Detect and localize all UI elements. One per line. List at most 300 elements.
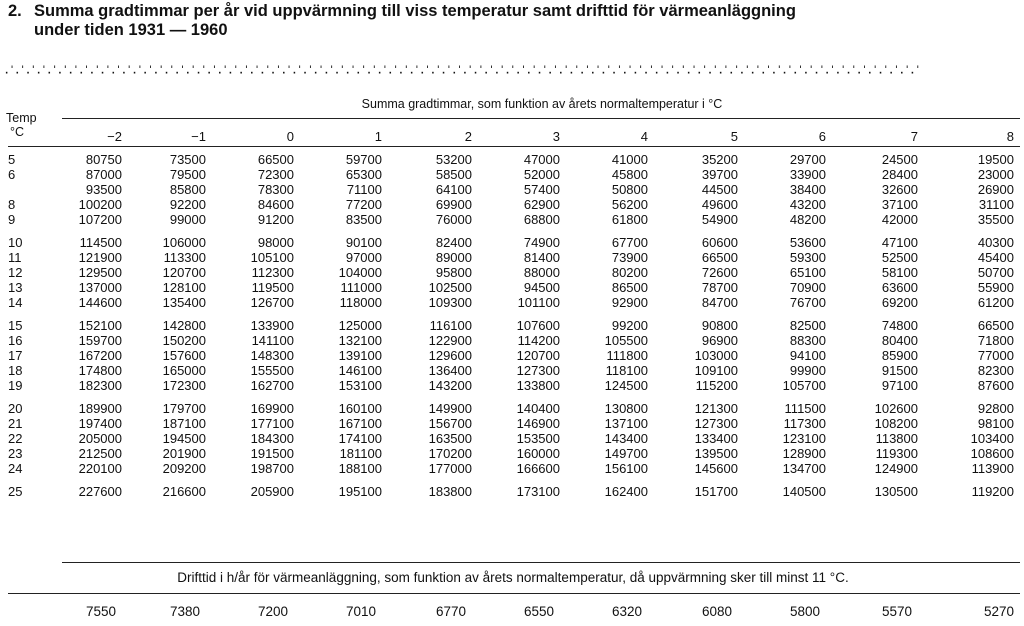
table-cell: 42000 (881, 212, 918, 227)
table-cell: 66500 (977, 318, 1014, 333)
row-temperature: 18 (8, 363, 23, 378)
table-cell: 32600 (881, 182, 918, 197)
table-cell: 115200 (695, 378, 738, 393)
table-row (8, 348, 1014, 363)
table-cell: 205900 (250, 484, 294, 499)
temp-header-label: Temp (6, 111, 37, 125)
table-cell: 107200 (78, 212, 122, 227)
table-cell: 59700 (345, 152, 382, 167)
table-cell: 160000 (516, 446, 560, 461)
table-cell: 89000 (435, 250, 472, 265)
table-cell: 116100 (429, 318, 472, 333)
table-cell: 139100 (338, 348, 382, 363)
table-cell: 128900 (782, 446, 826, 461)
table-cell: 99000 (169, 212, 206, 227)
table-cell: 107600 (516, 318, 560, 333)
table-row (8, 152, 1014, 167)
drifttid-cell: 6770 (435, 604, 466, 619)
table-cell: 195100 (338, 484, 382, 499)
table-cell: 126700 (250, 295, 294, 310)
table-row (8, 212, 1014, 227)
table-cell: 142800 (162, 318, 206, 333)
table-cell: 58500 (435, 167, 472, 182)
table-cell: 119300 (875, 446, 918, 461)
column-header: 0 (286, 128, 294, 144)
table-cell: 118000 (339, 295, 382, 310)
heading-line-1: Summa gradtimmar per år vid uppvärmning till viss temperatur samt drifttid för värmeanläggning (34, 2, 796, 20)
row-temperature: 5 (8, 152, 16, 167)
table-cell: 45400 (977, 250, 1014, 265)
drifttid-cell: 7380 (169, 604, 200, 619)
table-cell: 177000 (428, 461, 472, 476)
drifttid-title: Drifttid i h/år för värmeanläggning, som funktion av årets normaltemperatur, då uppvärmning sker till minst 11 °C. (177, 570, 849, 585)
table-cell: 137100 (604, 416, 648, 431)
table-cell: 123100 (782, 431, 826, 446)
column-header: 4 (640, 128, 648, 144)
table-cell: 133900 (250, 318, 294, 333)
table-cell: 78700 (701, 280, 738, 295)
table-cell: 181100 (339, 446, 382, 461)
table-cell: 135400 (162, 295, 206, 310)
table-cell: 127300 (516, 363, 560, 378)
drifttid-cell: 5570 (881, 604, 912, 619)
table-cell: 82500 (789, 318, 826, 333)
table-cell: 88300 (789, 333, 826, 348)
table-cell: 133800 (516, 378, 560, 393)
table-cell: 76700 (789, 295, 826, 310)
table-cell: 118100 (605, 363, 648, 378)
table-cell: 65300 (345, 167, 382, 182)
table-cell: 103400 (970, 431, 1014, 446)
table-cell: 153100 (338, 378, 382, 393)
table-cell: 165000 (162, 363, 206, 378)
table-cell: 169900 (250, 401, 294, 416)
table-cell: 197400 (78, 416, 122, 431)
table-cell: 26900 (977, 182, 1014, 197)
table-cell: 216600 (162, 484, 206, 499)
table-cell: 94100 (789, 348, 826, 363)
table-cell: 71800 (977, 333, 1014, 348)
row-temperature: 17 (8, 348, 23, 363)
table-row (8, 167, 1014, 182)
table-cell: 173100 (516, 484, 560, 499)
group-title: Summa gradtimmar, som funktion av årets normaltemperatur i °C (361, 97, 723, 111)
table-cell: 94500 (523, 280, 560, 295)
table-cell: 149700 (604, 446, 648, 461)
temp-header-unit: °C (10, 125, 25, 139)
table-cell: 98000 (257, 235, 294, 250)
table-cell: 170200 (428, 446, 472, 461)
table-cell: 53600 (789, 235, 826, 250)
table-row (8, 393, 1014, 416)
table-cell: 191500 (250, 446, 294, 461)
table-cell: 187100 (162, 416, 206, 431)
table-cell: 201900 (162, 446, 206, 461)
table-cell: 156100 (604, 461, 648, 476)
table-cell: 128100 (162, 280, 206, 295)
table-cell: 41000 (611, 152, 648, 167)
table-cell: 84700 (701, 295, 738, 310)
table-cell: 183800 (428, 484, 472, 499)
table-row (8, 310, 1014, 333)
drifttid-cell: 6550 (523, 604, 554, 619)
table-row (8, 182, 1014, 197)
table-cell: 90100 (345, 235, 382, 250)
table-cell: 139500 (694, 446, 738, 461)
column-header: 5 (730, 128, 738, 144)
table-cell: 70900 (789, 280, 826, 295)
table-cell: 29700 (789, 152, 826, 167)
table-cell: 45800 (611, 167, 648, 182)
table-cell: 91200 (257, 212, 294, 227)
table-cell: 130800 (604, 401, 648, 416)
table-cell: 80200 (611, 265, 648, 280)
table-cell: 140400 (516, 401, 560, 416)
table-cell: 68800 (523, 212, 560, 227)
drifttid-cell: 7550 (85, 604, 116, 619)
table-cell: 35200 (701, 152, 738, 167)
table-cell: 109100 (694, 363, 738, 378)
table-cell: 69900 (435, 197, 472, 212)
table-cell: 85800 (169, 182, 206, 197)
table-cell: 106000 (162, 235, 206, 250)
intro-note (4, 64, 1014, 82)
table-cell: 162700 (250, 378, 294, 393)
table-cell: 71100 (346, 182, 382, 197)
row-temperature: 23 (8, 446, 23, 461)
table-cell: 102600 (874, 401, 918, 416)
table-cell: 54900 (701, 212, 738, 227)
table-cell: 144600 (78, 295, 122, 310)
column-header: 6 (818, 128, 826, 144)
table-cell: 109300 (428, 295, 472, 310)
table-cell: 61200 (977, 295, 1014, 310)
table-cell: 83500 (345, 212, 382, 227)
table-cell: 85900 (881, 348, 918, 363)
table-cell: 44500 (701, 182, 738, 197)
table-cell: 65100 (789, 265, 826, 280)
table-cell: 220100 (78, 461, 122, 476)
table-cell: 152100 (78, 318, 122, 333)
section-heading (8, 2, 1008, 40)
row-temperature: 16 (8, 333, 23, 348)
table-cell: 117300 (783, 416, 826, 431)
table-cell: 121300 (694, 401, 738, 416)
table-cell: 52000 (523, 167, 560, 182)
table-cell: 143400 (604, 431, 648, 446)
table-cell: 163500 (428, 431, 472, 446)
table-cell: 113900 (971, 461, 1014, 476)
heading-line-2: under tiden 1931 — 1960 (34, 21, 228, 39)
table-cell: 80400 (881, 333, 918, 348)
drift-rule-top (62, 562, 1020, 563)
table-cell: 101100 (517, 295, 560, 310)
table-cell: 66500 (701, 250, 738, 265)
table-row (8, 431, 1014, 446)
table-cell: 23000 (977, 167, 1014, 182)
table-cell: 148300 (250, 348, 294, 363)
table-row (8, 446, 1014, 461)
table-cell: 79500 (169, 167, 206, 182)
row-temperature: 25 (8, 484, 23, 499)
table-cell: 82300 (977, 363, 1014, 378)
table-cell: 124900 (874, 461, 918, 476)
table-cell: 59300 (789, 250, 826, 265)
table-cell: 82400 (435, 235, 472, 250)
table-cell: 177100 (250, 416, 294, 431)
table-row (8, 265, 1014, 280)
table-cell: 122900 (428, 333, 472, 348)
column-header: −1 (191, 128, 206, 144)
table-cell: 104000 (338, 265, 382, 280)
table-cell: 72600 (701, 265, 738, 280)
table-row (8, 378, 1014, 393)
table-row (8, 476, 1014, 499)
table-cell: 166600 (516, 461, 560, 476)
table-cell: 167200 (78, 348, 122, 363)
row-temperature: 24 (8, 461, 23, 476)
table-cell: 81400 (523, 250, 560, 265)
table-cell: 62900 (523, 197, 560, 212)
table-cell: 167100 (338, 416, 382, 431)
table-cell: 188100 (338, 461, 382, 476)
table-cell: 67700 (611, 235, 648, 250)
table-cell: 114500 (79, 235, 122, 250)
table-cell: 102500 (428, 280, 472, 295)
table-cell: 112300 (251, 265, 294, 280)
table-cell: 212500 (78, 446, 122, 461)
table-cell: 28400 (881, 167, 918, 182)
table-cell: 129600 (428, 348, 472, 363)
table-cell: 119500 (251, 280, 294, 295)
table-cell: 60600 (701, 235, 738, 250)
table-cell: 96900 (701, 333, 738, 348)
table-cell: 156700 (428, 416, 472, 431)
table-cell: 95800 (435, 265, 472, 280)
table-cell: 132100 (338, 333, 382, 348)
table-cell: 33900 (789, 167, 826, 182)
table-cell: 97000 (345, 250, 382, 265)
table-row (8, 416, 1014, 431)
column-header: −2 (107, 128, 122, 144)
table-cell: 145600 (694, 461, 738, 476)
table-cell: 209200 (162, 461, 206, 476)
table-row (8, 280, 1014, 295)
table-cell: 48200 (789, 212, 826, 227)
table-cell: 124500 (604, 378, 648, 393)
table-cell: 47000 (523, 152, 560, 167)
table-row (8, 250, 1014, 265)
table-cell: 149900 (428, 401, 472, 416)
table-cell: 87000 (85, 167, 122, 182)
table-cell: 105700 (782, 378, 826, 393)
table-cell: 146100 (338, 363, 382, 378)
table-cell: 57400 (523, 182, 560, 197)
table-cell: 35500 (977, 212, 1014, 227)
table-cell: 162400 (604, 484, 648, 499)
table-cell: 120700 (516, 348, 560, 363)
row-temperature: 10 (8, 235, 23, 250)
table-cell: 140500 (782, 484, 826, 499)
row-temperature: 13 (8, 280, 23, 295)
drifttid-cell: 7010 (345, 604, 376, 619)
table-cell: 130500 (874, 484, 918, 499)
table-cell: 174100 (338, 431, 382, 446)
drifttid-cell: 6080 (701, 604, 732, 619)
table-cell: 80750 (85, 152, 122, 167)
row-temperature: 21 (8, 416, 23, 431)
table-cell: 108200 (874, 416, 918, 431)
table-cell: 39700 (701, 167, 738, 182)
table-cell: 111500 (784, 401, 826, 416)
table-cell: 58100 (881, 265, 918, 280)
table-cell: 73500 (169, 152, 206, 167)
table-cell: 155500 (250, 363, 294, 378)
drift-rule-bottom (8, 593, 1020, 594)
gradtimmar-table (8, 128, 1014, 499)
table-cell: 91500 (881, 363, 918, 378)
table-cell: 90800 (701, 318, 738, 333)
table-cell: 127300 (694, 416, 738, 431)
table-cell: 74800 (881, 318, 918, 333)
table-cell: 143200 (428, 378, 472, 393)
table-cell: 134700 (782, 461, 826, 476)
table-cell: 179700 (162, 401, 206, 416)
table-cell: 53200 (435, 152, 472, 167)
table-cell: 114200 (517, 333, 560, 348)
drifttid-cell: 7200 (257, 604, 288, 619)
table-cell: 69200 (881, 295, 918, 310)
row-temperature: 8 (8, 197, 16, 212)
table-cell: 113300 (163, 250, 206, 265)
table-cell: 86500 (611, 280, 648, 295)
table-cell: 19500 (977, 152, 1014, 167)
drifttid-table (8, 604, 1014, 620)
table-cell: 151700 (694, 484, 738, 499)
table-cell: 64100 (435, 182, 472, 197)
table-cell: 37100 (881, 197, 918, 212)
table-cell: 87600 (977, 378, 1014, 393)
table-row (8, 461, 1014, 476)
table-cell: 73900 (611, 250, 648, 265)
table-cell: 55900 (977, 280, 1014, 295)
section-number: 2. (8, 2, 22, 20)
table-cell: 157600 (162, 348, 206, 363)
row-temperature: 15 (8, 318, 23, 333)
table-cell: 146900 (516, 416, 560, 431)
table-cell: 56200 (611, 197, 648, 212)
table-body (8, 152, 1014, 499)
table-cell: 113800 (875, 431, 918, 446)
table-cell: 92800 (977, 401, 1014, 416)
table-cell: 40300 (977, 235, 1014, 250)
table-cell: 78300 (257, 182, 294, 197)
table-cell: 150200 (162, 333, 206, 348)
column-header: 3 (552, 128, 560, 144)
header-spacer (8, 128, 36, 152)
row-temperature: 6 (8, 167, 16, 182)
table-cell: 227600 (78, 484, 122, 499)
drifttid-cell: 6320 (611, 604, 642, 619)
table-cell: 99900 (789, 363, 826, 378)
table-cell: 100200 (78, 197, 122, 212)
table-cell: 50700 (977, 265, 1014, 280)
table-cell: 111000 (340, 280, 382, 295)
table-cell: 136400 (428, 363, 472, 378)
table-cell: 105100 (250, 250, 294, 265)
table-cell: 108600 (970, 446, 1014, 461)
table-cell: 47100 (881, 235, 918, 250)
table-cell: 38400 (789, 182, 826, 197)
table-cell: 43200 (789, 197, 826, 212)
table-cell: 52500 (881, 250, 918, 265)
table-row (8, 197, 1014, 212)
table-cell: 76000 (435, 212, 472, 227)
table-row (8, 363, 1014, 378)
table-cell: 121900 (78, 250, 122, 265)
table-cell: 160100 (338, 401, 382, 416)
table-cell: 111800 (606, 348, 648, 363)
column-header: 7 (910, 128, 918, 144)
table-cell: 120700 (162, 265, 206, 280)
row-temperature (8, 182, 36, 197)
table-cell: 198700 (250, 461, 294, 476)
table-cell: 205000 (78, 431, 122, 446)
row-temperature: 11 (8, 250, 22, 265)
table-cell: 93500 (85, 182, 122, 197)
row-temperature: 22 (8, 431, 23, 446)
table-row (8, 333, 1014, 348)
drifttid-row (8, 604, 1014, 620)
row-temperature: 9 (8, 212, 16, 227)
table-cell: 125000 (338, 318, 382, 333)
table-cell: 159700 (78, 333, 122, 348)
column-header: 2 (464, 128, 472, 144)
table-cell: 66500 (257, 152, 294, 167)
column-header: 1 (374, 128, 382, 144)
table-cell: 103000 (694, 348, 738, 363)
table-cell: 84600 (257, 197, 294, 212)
row-temperature: 20 (8, 401, 23, 416)
table-cell: 77200 (345, 197, 382, 212)
table-cell: 174800 (78, 363, 122, 378)
table-cell: 194500 (162, 431, 206, 446)
table-row (8, 295, 1014, 310)
table-cell: 189900 (78, 401, 122, 416)
drifttid-cell: 5800 (789, 604, 820, 619)
table-cell: 92200 (169, 197, 206, 212)
table-cell: 97100 (881, 378, 918, 393)
column-header: 8 (1006, 128, 1014, 144)
table-cell: 88000 (523, 265, 560, 280)
table-cell: 49600 (701, 197, 738, 212)
table-cell: 61800 (611, 212, 648, 227)
row-temperature: 14 (8, 295, 23, 310)
row-temperature: 12 (8, 265, 23, 280)
table-cell: 153500 (516, 431, 560, 446)
row-temperature: 19 (8, 378, 23, 393)
table-cell: 182300 (78, 378, 122, 393)
table-cell: 119200 (971, 484, 1014, 499)
table-cell: 99200 (611, 318, 648, 333)
table-cell: 133400 (694, 431, 738, 446)
table-cell: 24500 (881, 152, 918, 167)
table-cell: 77000 (977, 348, 1014, 363)
table-cell: 141100 (251, 333, 294, 348)
table-cell: 105500 (604, 333, 648, 348)
table-cell: 98100 (977, 416, 1014, 431)
drifttid-cell: 5270 (983, 604, 1014, 619)
